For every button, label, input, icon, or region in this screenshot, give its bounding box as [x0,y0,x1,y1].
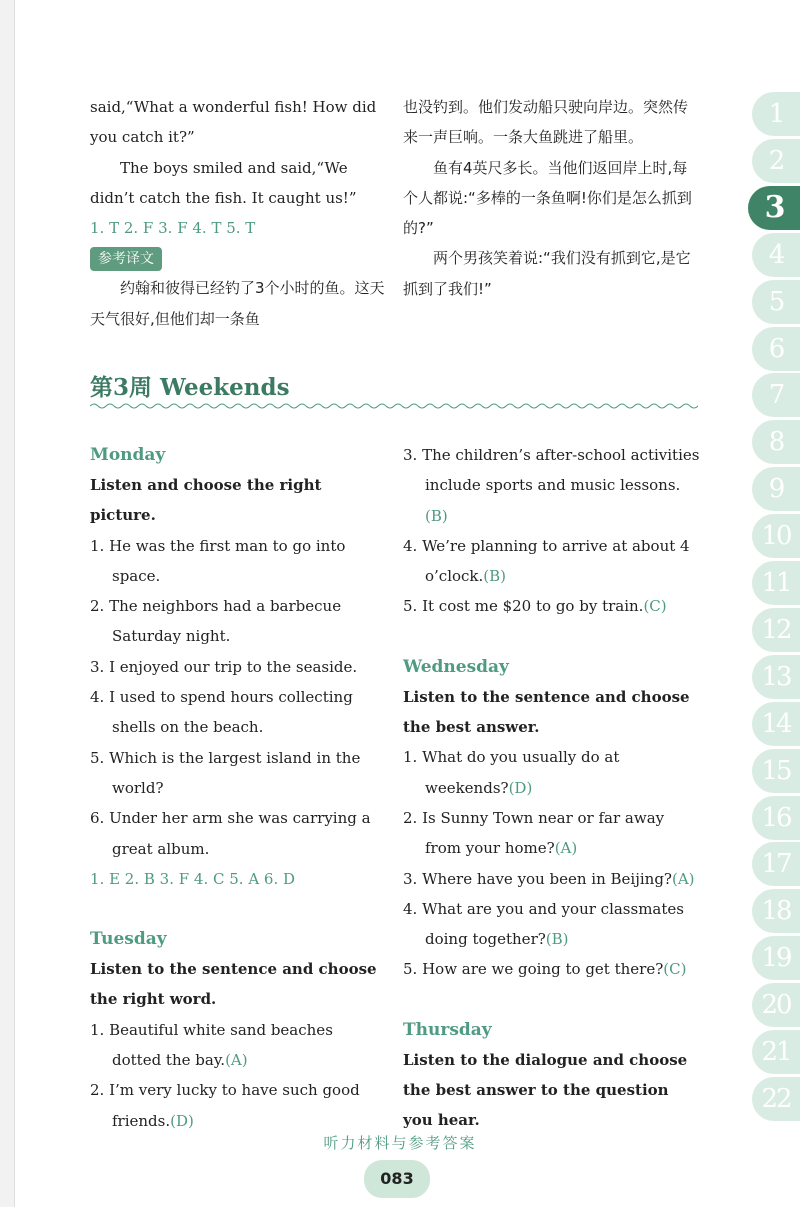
chapter-tab-6[interactable]: 6 [752,327,800,371]
chapter-tab-5[interactable]: 5 [752,280,800,324]
answer: (C) [663,960,687,979]
page-number-badge [364,1160,430,1198]
chapter-tab-22[interactable]: 22 [752,1077,800,1121]
top-right-column [403,92,699,304]
chapter-tab-11[interactable]: 11 [752,561,800,605]
list-item: 4. We’re planning to arrive at about 4 o’clock.(B) [403,536,690,586]
answer: (A) [671,869,695,888]
list-item: 2. I’m very lucky to have such good friends.(D) [90,1081,360,1130]
chapter-tab-12[interactable]: 12 [752,608,800,652]
translation-text: 鱼有4英尺多长。当他们返回岸上时,每个人都说:“多棒的一条鱼啊!你们是怎么抓到的?” [403,158,692,238]
day-heading-thursday: Thursday [403,1019,492,1040]
answer: (D) [508,778,533,797]
wave-underline [90,402,698,410]
chapter-tab-3[interactable]: 3 [748,186,800,230]
book-spine [0,0,15,1207]
chapter-tab-10[interactable]: 10 [752,514,800,558]
chapter-tab-18[interactable]: 18 [752,889,800,933]
chapter-tab-4[interactable]: 4 [752,233,800,277]
footer-title: 听力材料与参考答案 [323,1134,477,1152]
translation-text: 约翰和彼得已经钓了3个小时的鱼。这天天气很好,但他们却一条鱼 [90,279,385,328]
list-item: 1. What do you usually do at weekends?(D) [403,748,620,797]
chapter-tab-17[interactable]: 17 [752,842,800,886]
day-heading-wednesday: Wednesday [403,656,509,677]
chapter-tab-8[interactable]: 8 [752,420,800,464]
list-item: 5. It cost me $20 to go by train.(C) [403,597,667,616]
chapter-tab-7[interactable]: 7 [752,373,800,417]
translation-text: 两个男孩笑着说:“我们没有抓到它,是它抓到了我们!” [403,249,691,298]
answer: (B) [425,506,448,525]
chapter-tab-21[interactable]: 21 [752,1030,800,1074]
list-item: 1. Beautiful white sand beaches dotted the bay.(A) [90,1020,333,1070]
list-item: 3. I enjoyed our trip to the seaside. [90,657,358,676]
list-item: 4. I used to spend hours collecting shells on the beach. [90,688,353,737]
top-left-column [90,92,386,334]
story-line: said,“What a wonderful fish! How did you catch it?” [90,98,377,147]
chapter-tab-1[interactable]: 1 [752,92,800,136]
instruction: Listen to the sentence and choose the right word. [90,960,377,1009]
answer: (B) [545,930,569,949]
chapter-tab-15[interactable]: 15 [752,749,800,793]
chapter-tab-14[interactable]: 14 [752,702,800,746]
answer: (A) [554,839,578,858]
instruction: Listen and choose the right picture. [90,476,322,525]
answer: (B) [483,567,507,586]
chapter-tab-20[interactable]: 20 [752,983,800,1027]
translation-text: 也没钓到。他们发动船只驶向岸边。突然传来一声巨响。一条大鱼跳进了船里。 [403,98,689,147]
story-line: The boys smiled and said,“We didn’t catch the fish. It caught us!” [90,158,357,207]
list-item: 2. Is Sunny Town near or far away from your home?(A) [403,808,665,858]
instruction: Listen to the dialogue and choose the best answer to the question you hear. [403,1050,688,1130]
chapter-tab-16[interactable]: 16 [752,796,800,840]
page-number: 083 [380,1169,414,1188]
chapter-tab-13[interactable]: 13 [752,655,800,699]
bottom-right-column [403,440,703,1136]
translation-badge: 参考译文 [90,247,162,271]
answer-key: 1. E 2. B 3. F 4. C 5. A 6. D [90,869,296,888]
answer: (D) [170,1111,194,1130]
chapter-tabs [748,92,800,1124]
chapter-tab-2[interactable]: 2 [752,139,800,183]
day-heading-monday: Monday [90,445,166,465]
answer: (A) [225,1051,248,1070]
day-heading-tuesday: Tuesday [90,929,167,950]
list-item: 2. The neighbors had a barbecue Saturday night. [90,597,342,646]
week-title: 第3周 Weekends [90,374,290,401]
story-answers: 1. T 2. F 3. F 4. T 5. T [90,219,256,238]
list-item: 6. Under her arm she was carrying a great album. [90,809,371,858]
instruction: Listen to the sentence and choose the best answer. [403,687,690,737]
list-item: 5. How are we going to get there?(C) [403,960,687,979]
list-item: 3. The children’s after-school activities include sports and music lessons.(B) [403,446,700,525]
list-item: 4. What are you and your classmates doing together?(B) [403,899,684,949]
list-item: 3. Where have you been in Beijing?(A) [403,869,695,888]
chapter-tab-19[interactable]: 19 [752,936,800,980]
chapter-tab-9[interactable]: 9 [752,467,800,511]
list-item: 5. Which is the largest island in the world? [90,748,361,797]
list-item: 1. He was the first man to go into space. [90,536,346,585]
bottom-left-column [90,440,386,1136]
answer: (C) [643,597,667,616]
week-heading [90,368,698,408]
